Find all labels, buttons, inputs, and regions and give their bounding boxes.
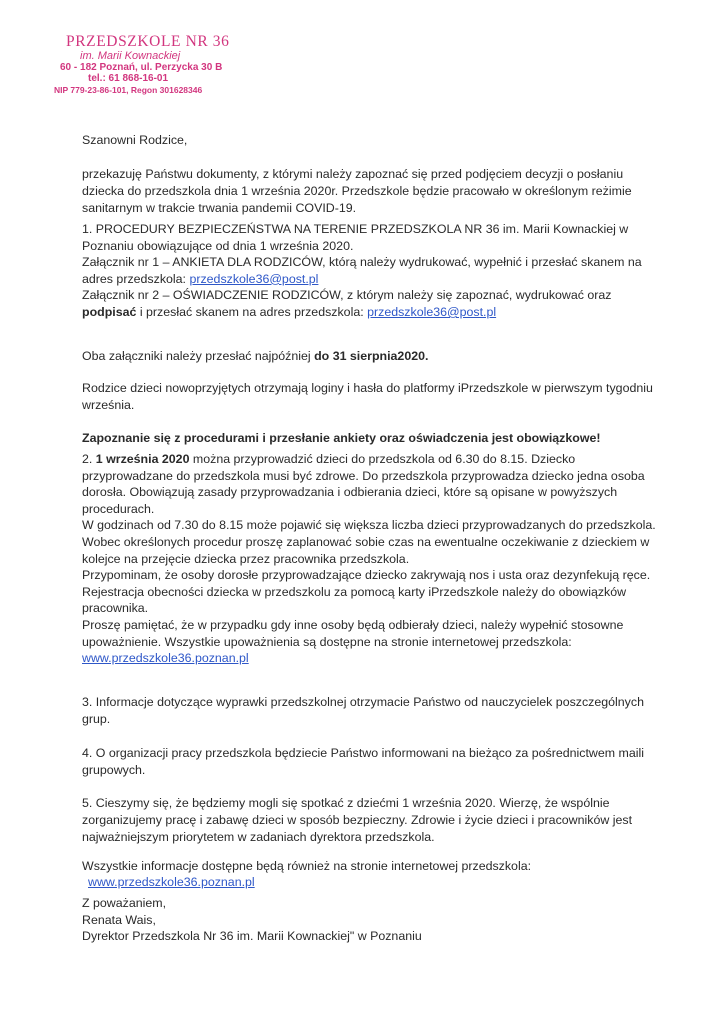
section-2-para-3: Przypominam, że osoby dorosłe przyprowadzające dziecko zakrywają nos i usta oraz dezynfekują ręce. xyxy=(82,568,651,583)
section-1 xyxy=(82,221,657,321)
attachment-1 xyxy=(82,254,657,287)
attachment-1-email-link[interactable]: przedszkole36@post.pl xyxy=(189,271,319,286)
section-3: 3. Informacje dotyczące wyprawki przedszkolnej otrzymacie Państwo od nauczycielek poszczególnych grup. xyxy=(82,695,644,726)
stamp-ids: NIP 779-23-86-101, Regon 301628346 xyxy=(54,84,203,95)
section-2-number: 2. xyxy=(82,452,96,466)
stamp-address: 60 - 182 Poznań, ul. Perzycka 30 B xyxy=(60,61,223,73)
mandatory-notice xyxy=(82,430,657,447)
stamp-title: PRZEDSZKOLE NR 36 xyxy=(66,33,230,50)
info-link-line xyxy=(88,874,663,891)
section-5: 5. Cieszymy się, że będziemy mogli się spotkać z dziećmi 1 września 2020. Wierzę, że wspólnie zorganizujemy pracę i zabawę dzieci w sposób bezpieczny. Zdrowie i życie dzieci i pracowników jest najważniejszym priorytetem w zadaniach dyrektora przedszkola. xyxy=(82,796,633,844)
mandatory-text: Zapoznanie się z procedurami i przesłanie ankiety oraz oświadczenia jest obowiązkowe! xyxy=(82,431,601,446)
attachment-2-email-link[interactable]: przedszkole36@post.pl xyxy=(367,304,497,319)
signature-block xyxy=(82,895,657,945)
attachment-2 xyxy=(82,287,657,320)
section-2-date: 1 września 2020 xyxy=(95,452,190,466)
deadline-text: Oba załączniki należy przesłać najpóźniej xyxy=(82,349,315,364)
new-children-paragraph: Rodzice dzieci nowoprzyjętych otrzymają loginy i hasła do platformy iPrzedszkole w pierwszym tygodniu września. xyxy=(82,381,653,412)
stamp-phone: tel.: 61 868-16-01 xyxy=(88,72,169,84)
signer-title: Dyrektor Przedszkola Nr 36 im. Marii Kownackiej" w Poznaniu xyxy=(82,929,422,944)
deadline-paragraph xyxy=(82,348,657,365)
section-2-website xyxy=(82,650,657,667)
website-link[interactable]: www.przedszkole36.poznan.pl xyxy=(82,651,249,666)
section-2 xyxy=(82,451,657,667)
deadline-date: do 31 sierpnia2020. xyxy=(314,349,429,364)
section-2-para-2: W godzinach od 7.30 do 8.15 może pojawić się większa liczba dzieci przyprowadzanych do przedszkola. Wobec określonych procedur proszę zaplanować sobie czas na ewentualne oczekiwanie z dzieckiem w kolejce na przejęcie dziecka przez pracownika przedszkola. xyxy=(82,518,656,566)
closing: Z poważaniem, xyxy=(82,896,167,910)
section-2-para-1 xyxy=(82,451,657,517)
intro-paragraph: przekazuję Państwu dokumenty, z którymi należy zapoznać się przed podjęciem decyzji o posłaniu dziecka do przedszkola dnia 1 września 2020r. Przedszkole będzie pracowało w określonym reżimie sanitarnym w trakcie trwania pandemii COVID-19. xyxy=(82,167,632,215)
attachment-1-text: Załącznik nr 1 – ANKIETA DLA RODZICÓW, którą należy wydrukować, wypełnić i przesłać skanem na adres przedszkola: xyxy=(82,255,642,286)
signer-name: Renata Wais, xyxy=(82,912,156,927)
section-2-para-4: Rejestracja obecności dziecka w przedszkolu za pomocą karty iPrzedszkole należy do obowiązków pracownika. xyxy=(82,584,627,616)
info-website-link[interactable]: www.przedszkole36.poznan.pl xyxy=(88,875,255,890)
school-stamp xyxy=(54,33,270,95)
section-2-para-5: Proszę pamiętać, że w przypadku gdy inne osoby będą odbierały dzieci, należy wypełnić stosowne upoważnienie. Wszystkie upoważnienia są dostępne na stronie internetowej przedszkola: xyxy=(82,617,624,649)
attachment-2-text: Załącznik nr 2 – OŚWIADCZENIE RODZICÓW, z którym należy się zapoznać, wydrukować oraz xyxy=(82,288,612,303)
info-paragraph: Wszystkie informacje dostępne będą również na stronie internetowej przedszkola: xyxy=(82,859,532,874)
section-2-text-1: można przyprowadzić dzieci do przedszkola od 6.30 do 8.15. Dziecko przyprowadzane do przedszkola musi być zdrowe. Do przedszkola przyprowadza dziecko jedna osoba dorosła. Obowiązują zasady przyprowadzania i odbierania dzieci, które są opisane w powyższych procedurach. xyxy=(82,452,645,516)
stamp-subtitle: im. Marii Kownackiej xyxy=(80,49,181,62)
attachment-2-text-b: i przesłać skanem na adres przedszkola: xyxy=(136,304,368,319)
attachment-2-sign: podpisać xyxy=(82,304,137,319)
greeting: Szanowni Rodzice, xyxy=(82,133,188,148)
section-4: 4. O organizacji pracy przedszkola będziecie Państwo informowani na bieżąco za pośrednictwem maili grupowych. xyxy=(82,746,644,777)
section-1-heading: 1. PROCEDURY BEZPIECZEŃSTWA NA TERENIE PRZEDSZKOLA NR 36 im. Marii Kownackiej w Poznaniu obowiązujące od dnia 1 września 2020. xyxy=(82,222,629,253)
